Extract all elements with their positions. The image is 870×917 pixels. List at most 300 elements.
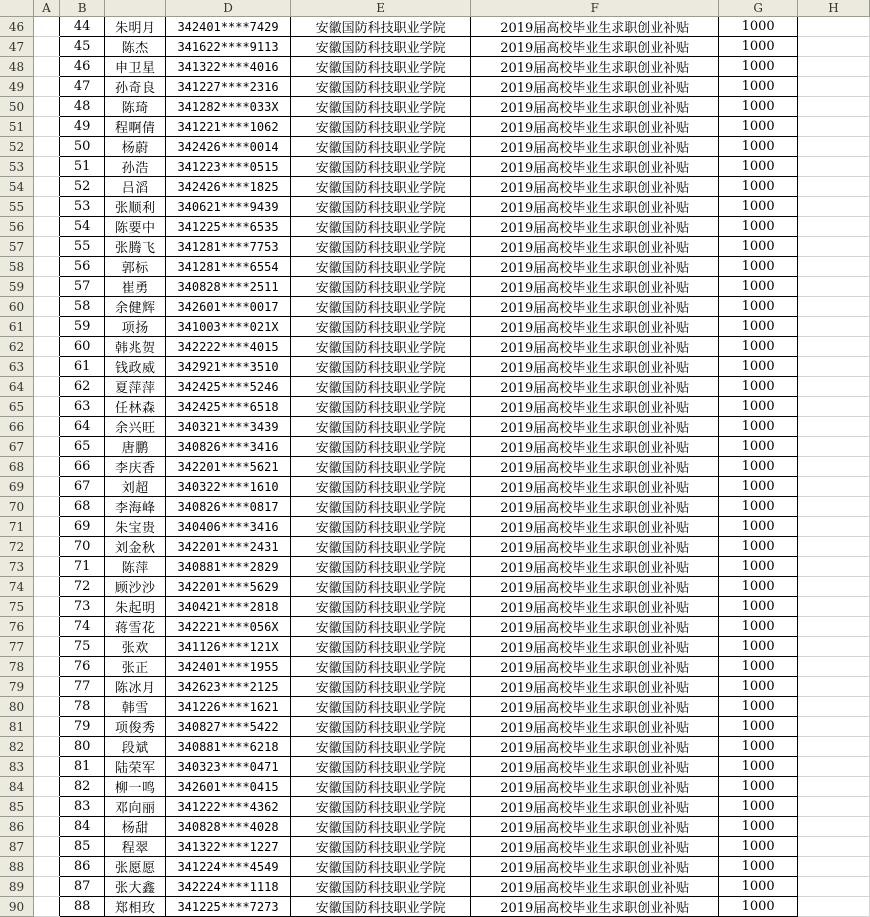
cell-c[interactable]: 任林森	[105, 397, 165, 417]
cell-f[interactable]: 2019届高校毕业生求职创业补贴	[471, 777, 719, 797]
cell-a[interactable]	[34, 617, 60, 637]
cell-b[interactable]: 72	[59, 577, 105, 597]
row-header[interactable]: 61	[0, 317, 34, 337]
cell-d[interactable]: 340321****3439	[165, 417, 290, 437]
cell-d[interactable]: 340828****4028	[165, 817, 290, 837]
cell-f[interactable]: 2019届高校毕业生求职创业补贴	[471, 697, 719, 717]
cell-e[interactable]: 安徽国防科技职业学院	[291, 637, 471, 657]
cell-d[interactable]: 340621****9439	[165, 197, 290, 217]
cell-f[interactable]: 2019届高校毕业生求职创业补贴	[471, 537, 719, 557]
cell-e[interactable]: 安徽国防科技职业学院	[291, 897, 471, 917]
cell-a[interactable]	[34, 97, 60, 117]
cell-c[interactable]: 程啊倩	[105, 117, 165, 137]
cell-g[interactable]: 1000	[719, 137, 797, 157]
cell-b[interactable]: 80	[59, 737, 105, 757]
cell-e[interactable]: 安徽国防科技职业学院	[291, 757, 471, 777]
cell-h[interactable]	[797, 317, 869, 337]
cell-c[interactable]: 陈杰	[105, 37, 165, 57]
cell-e[interactable]: 安徽国防科技职业学院	[291, 157, 471, 177]
cell-g[interactable]: 1000	[719, 497, 797, 517]
cell-a[interactable]	[34, 17, 60, 37]
cell-f[interactable]: 2019届高校毕业生求职创业补贴	[471, 217, 719, 237]
row-header[interactable]: 69	[0, 477, 34, 497]
cell-a[interactable]	[34, 177, 60, 197]
cell-a[interactable]	[34, 237, 60, 257]
cell-a[interactable]	[34, 157, 60, 177]
cell-g[interactable]: 1000	[719, 857, 797, 877]
cell-h[interactable]	[797, 137, 869, 157]
cell-b[interactable]: 56	[59, 257, 105, 277]
cell-a[interactable]	[34, 797, 60, 817]
cell-g[interactable]: 1000	[719, 17, 797, 37]
cell-e[interactable]: 安徽国防科技职业学院	[291, 297, 471, 317]
row-header[interactable]: 74	[0, 577, 34, 597]
cell-h[interactable]	[797, 657, 869, 677]
cell-e[interactable]: 安徽国防科技职业学院	[291, 257, 471, 277]
row-header[interactable]: 83	[0, 757, 34, 777]
cell-f[interactable]: 2019届高校毕业生求职创业补贴	[471, 117, 719, 137]
cell-d[interactable]: 340322****1610	[165, 477, 290, 497]
cell-h[interactable]	[797, 97, 869, 117]
cell-g[interactable]: 1000	[719, 397, 797, 417]
cell-f[interactable]: 2019届高校毕业生求职创业补贴	[471, 417, 719, 437]
row-header[interactable]: 66	[0, 417, 34, 437]
cell-a[interactable]	[34, 597, 60, 617]
cell-g[interactable]: 1000	[719, 357, 797, 377]
cell-c[interactable]: 刘超	[105, 477, 165, 497]
cell-d[interactable]: 341003****021X	[165, 317, 290, 337]
row-header[interactable]: 72	[0, 537, 34, 557]
cell-c[interactable]: 张愿愿	[105, 857, 165, 877]
cell-e[interactable]: 安徽国防科技职业学院	[291, 277, 471, 297]
cell-d[interactable]: 342921****3510	[165, 357, 290, 377]
cell-c[interactable]: 杨甜	[105, 817, 165, 837]
cell-f[interactable]: 2019届高校毕业生求职创业补贴	[471, 617, 719, 637]
cell-c[interactable]: 孙浩	[105, 157, 165, 177]
row-header[interactable]: 85	[0, 797, 34, 817]
cell-f[interactable]: 2019届高校毕业生求职创业补贴	[471, 857, 719, 877]
row-header[interactable]: 62	[0, 337, 34, 357]
row-header[interactable]: 65	[0, 397, 34, 417]
cell-a[interactable]	[34, 897, 60, 917]
cell-h[interactable]	[797, 517, 869, 537]
row-header[interactable]: 71	[0, 517, 34, 537]
cell-f[interactable]: 2019届高校毕业生求职创业补贴	[471, 157, 719, 177]
cell-b[interactable]: 52	[59, 177, 105, 197]
cell-c[interactable]: 程翠	[105, 837, 165, 857]
cell-h[interactable]	[797, 617, 869, 637]
cell-c[interactable]: 张腾飞	[105, 237, 165, 257]
row-header[interactable]: 52	[0, 137, 34, 157]
column-header-c[interactable]	[105, 0, 165, 17]
cell-e[interactable]: 安徽国防科技职业学院	[291, 517, 471, 537]
cell-g[interactable]: 1000	[719, 557, 797, 577]
cell-f[interactable]: 2019届高校毕业生求职创业补贴	[471, 677, 719, 697]
cell-a[interactable]	[34, 437, 60, 457]
cell-b[interactable]: 85	[59, 837, 105, 857]
cell-a[interactable]	[34, 57, 60, 77]
cell-h[interactable]	[797, 637, 869, 657]
cell-f[interactable]: 2019届高校毕业生求职创业补贴	[471, 517, 719, 537]
cell-b[interactable]: 59	[59, 317, 105, 337]
cell-b[interactable]: 71	[59, 557, 105, 577]
cell-c[interactable]: 崔勇	[105, 277, 165, 297]
cell-e[interactable]: 安徽国防科技职业学院	[291, 357, 471, 377]
cell-f[interactable]: 2019届高校毕业生求职创业补贴	[471, 377, 719, 397]
row-header[interactable]: 50	[0, 97, 34, 117]
cell-d[interactable]: 341225****7273	[165, 897, 290, 917]
cell-d[interactable]: 341282****033X	[165, 97, 290, 117]
cell-e[interactable]: 安徽国防科技职业学院	[291, 477, 471, 497]
cell-b[interactable]: 63	[59, 397, 105, 417]
cell-c[interactable]: 段斌	[105, 737, 165, 757]
cell-d[interactable]: 341223****0515	[165, 157, 290, 177]
cell-h[interactable]	[797, 437, 869, 457]
cell-g[interactable]: 1000	[719, 477, 797, 497]
cell-d[interactable]: 340828****2511	[165, 277, 290, 297]
cell-h[interactable]	[797, 277, 869, 297]
cell-e[interactable]: 安徽国防科技职业学院	[291, 117, 471, 137]
cell-c[interactable]: 唐鹏	[105, 437, 165, 457]
cell-b[interactable]: 61	[59, 357, 105, 377]
cell-a[interactable]	[34, 457, 60, 477]
cell-b[interactable]: 45	[59, 37, 105, 57]
row-header[interactable]: 64	[0, 377, 34, 397]
cell-b[interactable]: 87	[59, 877, 105, 897]
cell-f[interactable]: 2019届高校毕业生求职创业补贴	[471, 637, 719, 657]
cell-d[interactable]: 342601****0017	[165, 297, 290, 317]
cell-g[interactable]: 1000	[719, 117, 797, 137]
cell-e[interactable]: 安徽国防科技职业学院	[291, 737, 471, 757]
cell-b[interactable]: 68	[59, 497, 105, 517]
cell-b[interactable]: 65	[59, 437, 105, 457]
cell-c[interactable]: 陈琦	[105, 97, 165, 117]
cell-h[interactable]	[797, 597, 869, 617]
cell-c[interactable]: 杨蔚	[105, 137, 165, 157]
cell-b[interactable]: 58	[59, 297, 105, 317]
cell-c[interactable]: 余健辉	[105, 297, 165, 317]
cell-d[interactable]: 340826****3416	[165, 437, 290, 457]
cell-b[interactable]: 44	[59, 17, 105, 37]
row-header[interactable]: 46	[0, 17, 34, 37]
cell-e[interactable]: 安徽国防科技职业学院	[291, 457, 471, 477]
cell-e[interactable]: 安徽国防科技职业学院	[291, 697, 471, 717]
cell-d[interactable]: 340421****2818	[165, 597, 290, 617]
cell-g[interactable]: 1000	[719, 877, 797, 897]
cell-d[interactable]: 340826****0817	[165, 497, 290, 517]
cell-g[interactable]: 1000	[719, 637, 797, 657]
cell-f[interactable]: 2019届高校毕业生求职创业补贴	[471, 197, 719, 217]
cell-h[interactable]	[797, 457, 869, 477]
cell-b[interactable]: 83	[59, 797, 105, 817]
column-header-f[interactable]: F	[471, 0, 719, 17]
cell-c[interactable]: 张欢	[105, 637, 165, 657]
cell-e[interactable]: 安徽国防科技职业学院	[291, 177, 471, 197]
cell-f[interactable]: 2019届高校毕业生求职创业补贴	[471, 457, 719, 477]
cell-f[interactable]: 2019届高校毕业生求职创业补贴	[471, 477, 719, 497]
row-header[interactable]: 81	[0, 717, 34, 737]
cell-h[interactable]	[797, 217, 869, 237]
column-header-g[interactable]: G	[719, 0, 797, 17]
cell-c[interactable]: 郑相玫	[105, 897, 165, 917]
cell-h[interactable]	[797, 837, 869, 857]
cell-e[interactable]: 安徽国防科技职业学院	[291, 557, 471, 577]
cell-g[interactable]: 1000	[719, 537, 797, 557]
cell-h[interactable]	[797, 537, 869, 557]
row-header[interactable]: 75	[0, 597, 34, 617]
column-header-h[interactable]: H	[797, 0, 869, 17]
cell-h[interactable]	[797, 677, 869, 697]
cell-g[interactable]: 1000	[719, 717, 797, 737]
cell-b[interactable]: 70	[59, 537, 105, 557]
row-header[interactable]: 70	[0, 497, 34, 517]
cell-e[interactable]: 安徽国防科技职业学院	[291, 417, 471, 437]
cell-h[interactable]	[797, 357, 869, 377]
cell-d[interactable]: 340881****6218	[165, 737, 290, 757]
cell-h[interactable]	[797, 337, 869, 357]
cell-c[interactable]: 陈萍	[105, 557, 165, 577]
cell-g[interactable]: 1000	[719, 777, 797, 797]
cell-d[interactable]: 340827****5422	[165, 717, 290, 737]
cell-d[interactable]: 342401****7429	[165, 17, 290, 37]
cell-e[interactable]: 安徽国防科技职业学院	[291, 497, 471, 517]
cell-g[interactable]: 1000	[719, 597, 797, 617]
cell-c[interactable]: 余兴旺	[105, 417, 165, 437]
cell-h[interactable]	[797, 377, 869, 397]
cell-b[interactable]: 53	[59, 197, 105, 217]
row-header[interactable]: 68	[0, 457, 34, 477]
row-header[interactable]: 48	[0, 57, 34, 77]
cell-a[interactable]	[34, 37, 60, 57]
cell-e[interactable]: 安徽国防科技职业学院	[291, 577, 471, 597]
cell-g[interactable]: 1000	[719, 797, 797, 817]
cell-e[interactable]: 安徽国防科技职业学院	[291, 537, 471, 557]
cell-e[interactable]: 安徽国防科技职业学院	[291, 817, 471, 837]
cell-h[interactable]	[797, 877, 869, 897]
row-header[interactable]: 80	[0, 697, 34, 717]
row-header[interactable]: 78	[0, 657, 34, 677]
cell-h[interactable]	[797, 797, 869, 817]
cell-h[interactable]	[797, 777, 869, 797]
cell-d[interactable]: 340323****0471	[165, 757, 290, 777]
cell-b[interactable]: 74	[59, 617, 105, 637]
cell-c[interactable]: 顾沙沙	[105, 577, 165, 597]
cell-d[interactable]: 341226****1621	[165, 697, 290, 717]
cell-d[interactable]: 341225****6535	[165, 217, 290, 237]
cell-a[interactable]	[34, 197, 60, 217]
cell-d[interactable]: 342401****1955	[165, 657, 290, 677]
cell-a[interactable]	[34, 77, 60, 97]
column-header-d[interactable]: D	[165, 0, 290, 17]
cell-g[interactable]: 1000	[719, 657, 797, 677]
cell-e[interactable]: 安徽国防科技职业学院	[291, 597, 471, 617]
cell-g[interactable]: 1000	[719, 337, 797, 357]
cell-c[interactable]: 孙奇良	[105, 77, 165, 97]
row-header[interactable]: 73	[0, 557, 34, 577]
cell-g[interactable]: 1000	[719, 317, 797, 337]
cell-c[interactable]: 蒋雪花	[105, 617, 165, 637]
row-header[interactable]: 86	[0, 817, 34, 837]
cell-c[interactable]: 韩雪	[105, 697, 165, 717]
cell-b[interactable]: 64	[59, 417, 105, 437]
cell-h[interactable]	[797, 237, 869, 257]
cell-g[interactable]: 1000	[719, 257, 797, 277]
cell-g[interactable]: 1000	[719, 377, 797, 397]
cell-h[interactable]	[797, 497, 869, 517]
cell-a[interactable]	[34, 857, 60, 877]
cell-d[interactable]: 340881****2829	[165, 557, 290, 577]
cell-g[interactable]: 1000	[719, 277, 797, 297]
cell-a[interactable]	[34, 537, 60, 557]
cell-b[interactable]: 77	[59, 677, 105, 697]
cell-c[interactable]: 李海峰	[105, 497, 165, 517]
cell-e[interactable]: 安徽国防科技职业学院	[291, 397, 471, 417]
cell-c[interactable]: 韩兆贺	[105, 337, 165, 357]
cell-e[interactable]: 安徽国防科技职业学院	[291, 617, 471, 637]
cell-g[interactable]: 1000	[719, 177, 797, 197]
column-header-a[interactable]: A	[34, 0, 60, 17]
cell-a[interactable]	[34, 637, 60, 657]
cell-d[interactable]: 341222****4362	[165, 797, 290, 817]
cell-d[interactable]: 341322****4016	[165, 57, 290, 77]
cell-g[interactable]: 1000	[719, 437, 797, 457]
cell-d[interactable]: 341224****4549	[165, 857, 290, 877]
cell-f[interactable]: 2019届高校毕业生求职创业补贴	[471, 817, 719, 837]
cell-c[interactable]: 吕滔	[105, 177, 165, 197]
cell-b[interactable]: 51	[59, 157, 105, 177]
select-all-corner[interactable]	[0, 0, 34, 17]
cell-b[interactable]: 79	[59, 717, 105, 737]
cell-f[interactable]: 2019届高校毕业生求职创业补贴	[471, 657, 719, 677]
cell-c[interactable]: 张大鑫	[105, 877, 165, 897]
cell-e[interactable]: 安徽国防科技职业学院	[291, 777, 471, 797]
cell-a[interactable]	[34, 517, 60, 537]
cell-a[interactable]	[34, 837, 60, 857]
cell-a[interactable]	[34, 317, 60, 337]
cell-c[interactable]: 陆荣军	[105, 757, 165, 777]
cell-b[interactable]: 82	[59, 777, 105, 797]
cell-d[interactable]: 342224****1118	[165, 877, 290, 897]
cell-e[interactable]: 安徽国防科技职业学院	[291, 217, 471, 237]
cell-b[interactable]: 55	[59, 237, 105, 257]
cell-e[interactable]: 安徽国防科技职业学院	[291, 237, 471, 257]
cell-a[interactable]	[34, 477, 60, 497]
cell-a[interactable]	[34, 677, 60, 697]
cell-h[interactable]	[797, 577, 869, 597]
cell-d[interactable]: 342425****6518	[165, 397, 290, 417]
cell-f[interactable]: 2019届高校毕业生求职创业补贴	[471, 877, 719, 897]
cell-f[interactable]: 2019届高校毕业生求职创业补贴	[471, 897, 719, 917]
row-header[interactable]: 82	[0, 737, 34, 757]
cell-b[interactable]: 54	[59, 217, 105, 237]
cell-a[interactable]	[34, 737, 60, 757]
cell-h[interactable]	[797, 77, 869, 97]
cell-e[interactable]: 安徽国防科技职业学院	[291, 797, 471, 817]
cell-g[interactable]: 1000	[719, 517, 797, 537]
cell-e[interactable]: 安徽国防科技职业学院	[291, 137, 471, 157]
cell-a[interactable]	[34, 577, 60, 597]
cell-f[interactable]: 2019届高校毕业生求职创业补贴	[471, 337, 719, 357]
cell-g[interactable]: 1000	[719, 237, 797, 257]
cell-d[interactable]: 342426****1825	[165, 177, 290, 197]
cell-c[interactable]: 刘金秋	[105, 537, 165, 557]
cell-f[interactable]: 2019届高校毕业生求职创业补贴	[471, 297, 719, 317]
row-header[interactable]: 55	[0, 197, 34, 217]
cell-a[interactable]	[34, 357, 60, 377]
cell-d[interactable]: 342623****2125	[165, 677, 290, 697]
cell-e[interactable]: 安徽国防科技职业学院	[291, 317, 471, 337]
cell-f[interactable]: 2019届高校毕业生求职创业补贴	[471, 237, 719, 257]
cell-d[interactable]: 341281****6554	[165, 257, 290, 277]
cell-e[interactable]: 安徽国防科技职业学院	[291, 437, 471, 457]
cell-g[interactable]: 1000	[719, 77, 797, 97]
cell-c[interactable]: 张顺利	[105, 197, 165, 217]
cell-c[interactable]: 朱明月	[105, 17, 165, 37]
row-header[interactable]: 51	[0, 117, 34, 137]
cell-a[interactable]	[34, 337, 60, 357]
cell-d[interactable]: 340406****3416	[165, 517, 290, 537]
cell-g[interactable]: 1000	[719, 677, 797, 697]
cell-d[interactable]: 341126****121X	[165, 637, 290, 657]
cell-a[interactable]	[34, 757, 60, 777]
row-header[interactable]: 54	[0, 177, 34, 197]
cell-e[interactable]: 安徽国防科技职业学院	[291, 37, 471, 57]
cell-a[interactable]	[34, 217, 60, 237]
cell-d[interactable]: 342426****0014	[165, 137, 290, 157]
cell-d[interactable]: 341221****1062	[165, 117, 290, 137]
cell-h[interactable]	[797, 737, 869, 757]
cell-g[interactable]: 1000	[719, 217, 797, 237]
cell-e[interactable]: 安徽国防科技职业学院	[291, 57, 471, 77]
cell-f[interactable]: 2019届高校毕业生求职创业补贴	[471, 97, 719, 117]
cell-a[interactable]	[34, 417, 60, 437]
cell-f[interactable]: 2019届高校毕业生求职创业补贴	[471, 757, 719, 777]
column-header-b[interactable]: B	[59, 0, 105, 17]
cell-d[interactable]: 342201****5629	[165, 577, 290, 597]
row-header[interactable]: 90	[0, 897, 34, 917]
row-header[interactable]: 63	[0, 357, 34, 377]
cell-f[interactable]: 2019届高校毕业生求职创业补贴	[471, 317, 719, 337]
cell-e[interactable]: 安徽国防科技职业学院	[291, 717, 471, 737]
cell-g[interactable]: 1000	[719, 157, 797, 177]
cell-h[interactable]	[797, 857, 869, 877]
row-header[interactable]: 56	[0, 217, 34, 237]
cell-b[interactable]: 50	[59, 137, 105, 157]
cell-d[interactable]: 342222****4015	[165, 337, 290, 357]
cell-c[interactable]: 朱宝贵	[105, 517, 165, 537]
cell-g[interactable]: 1000	[719, 737, 797, 757]
cell-f[interactable]: 2019届高校毕业生求职创业补贴	[471, 77, 719, 97]
row-header[interactable]: 76	[0, 617, 34, 637]
cell-d[interactable]: 342221****056X	[165, 617, 290, 637]
cell-a[interactable]	[34, 497, 60, 517]
cell-c[interactable]: 李庆香	[105, 457, 165, 477]
cell-f[interactable]: 2019届高校毕业生求职创业补贴	[471, 557, 719, 577]
cell-h[interactable]	[797, 257, 869, 277]
cell-h[interactable]	[797, 57, 869, 77]
cell-c[interactable]: 项扬	[105, 317, 165, 337]
cell-h[interactable]	[797, 717, 869, 737]
cell-d[interactable]: 342425****5246	[165, 377, 290, 397]
row-header[interactable]: 88	[0, 857, 34, 877]
cell-f[interactable]: 2019届高校毕业生求职创业补贴	[471, 17, 719, 37]
cell-c[interactable]: 项俊秀	[105, 717, 165, 737]
cell-b[interactable]: 57	[59, 277, 105, 297]
cell-f[interactable]: 2019届高校毕业生求职创业补贴	[471, 57, 719, 77]
cell-c[interactable]: 申卫星	[105, 57, 165, 77]
cell-h[interactable]	[797, 417, 869, 437]
cell-d[interactable]: 341227****2316	[165, 77, 290, 97]
